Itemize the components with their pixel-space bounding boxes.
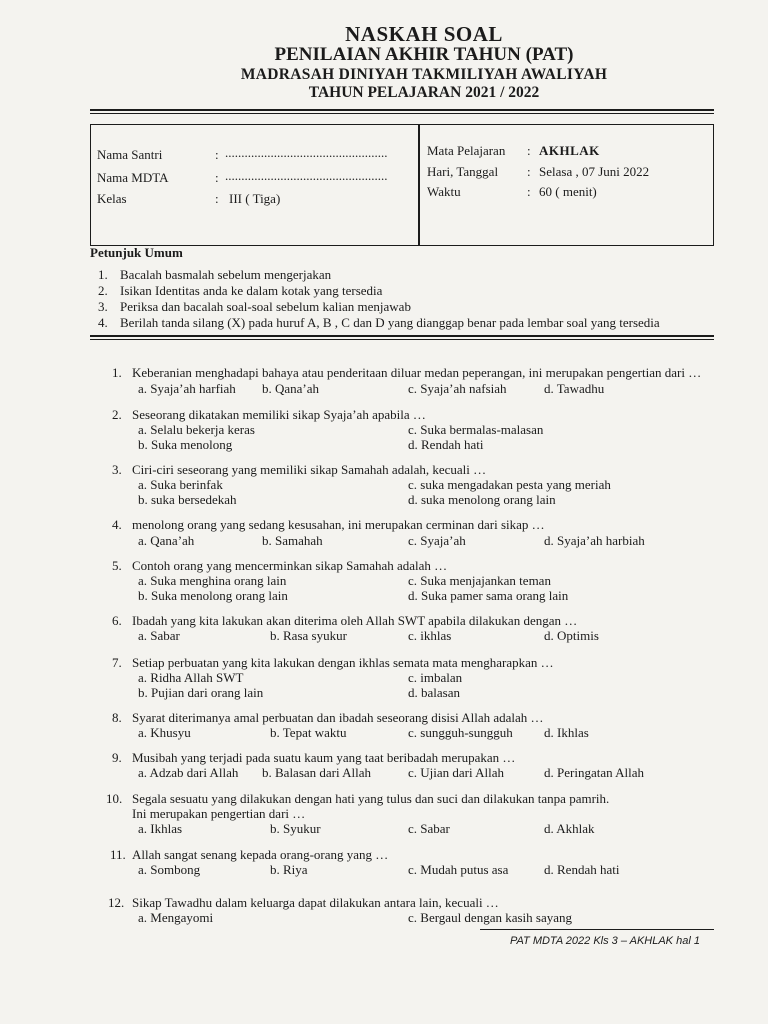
date-value: Selasa , 07 Juni 2022 [539, 164, 650, 179]
option-d[interactable]: d. Optimis [544, 628, 599, 643]
option-d[interactable]: d. suka menolong orang lain [408, 492, 556, 507]
question-number: 1. [112, 365, 122, 380]
colon: : [527, 164, 531, 179]
option-a[interactable]: a. Suka berinfak [138, 477, 223, 492]
student-name-label: Nama Santri [97, 147, 163, 162]
identity-divider [418, 125, 420, 245]
question-text: Contoh orang yang mencerminkan sikap Samahah adalah … [132, 558, 448, 573]
colon: : [215, 147, 219, 162]
instruction-number: 1. [98, 267, 108, 282]
option-c[interactable]: c. Suka menjajankan teman [408, 573, 551, 588]
option-a[interactable]: a. Sabar [138, 628, 180, 643]
question-number: 12. [108, 895, 125, 910]
colon: : [527, 184, 531, 199]
option-c[interactable]: c. imbalan [408, 670, 463, 685]
option-d[interactable]: d. Syaja’ah harbiah [544, 533, 645, 548]
option-a[interactable]: a. Qana’ah [138, 533, 195, 548]
question-text: Ini merupakan pengertian dari … [132, 806, 306, 821]
option-a[interactable]: a. Selalu bekerja keras [138, 422, 255, 437]
class-value: III ( Tiga) [229, 191, 281, 206]
page-footer: PAT MDTA 2022 Kls 3 – AKHLAK hal 1 [510, 935, 700, 947]
question-number: 8. [112, 710, 122, 725]
instruction-text: Isikan Identitas anda ke dalam kotak yang tersedia [120, 283, 383, 298]
option-b[interactable]: b. Qana’ah [262, 381, 320, 396]
page-title: NASKAH SOAL [345, 22, 503, 46]
option-a[interactable]: a. Syaja’ah harfiah [138, 381, 236, 396]
option-d[interactable]: d. Tawadhu [544, 381, 605, 396]
option-c[interactable]: c. Syaja’ah nafsiah [408, 381, 507, 396]
colon: : [215, 170, 219, 185]
colon: : [527, 143, 531, 158]
instruction-number: 4. [98, 315, 108, 330]
option-d[interactable]: d. Peringatan Allah [544, 765, 645, 780]
option-c[interactable]: c. Syaja’ah [408, 533, 466, 548]
option-a[interactable]: a. Ridha Allah SWT [138, 670, 244, 685]
instruction-text: Periksa dan bacalah soal-soal sebelum kalian menjawab [120, 299, 411, 314]
date-label: Hari, Tanggal [427, 164, 499, 179]
header-rule-bottom [90, 113, 714, 114]
option-b[interactable]: b. Tepat waktu [270, 725, 347, 740]
question-text: Setiap perbuatan yang kita lakukan dengan ikhlas semata mata mengharapkan … [132, 655, 554, 670]
option-a[interactable]: a. Khusyu [138, 725, 191, 740]
instructions-title: Petunjuk Umum [90, 245, 183, 260]
option-c[interactable]: c. ikhlas [408, 628, 452, 643]
question-text: Ciri-ciri seseorang yang memiliki sikap Samahah adalah, kecuali … [132, 462, 487, 477]
option-b[interactable]: b. Suka menolong [138, 437, 233, 452]
mdta-name-label: Nama MDTA [97, 170, 169, 185]
question-text: Seseorang dikatakan memiliki sikap Syaja’ah apabila … [132, 407, 426, 422]
question-text: Keberanian menghadapi bahaya atau penderitaan diluar medan peperangan, ini merupakan pengertian dari … [132, 365, 702, 380]
option-d[interactable]: d. Akhlak [544, 821, 595, 836]
instruction-number: 3. [98, 299, 108, 314]
question-text: Musibah yang terjadi pada suatu kaum yang taat beribadah merupakan … [132, 750, 516, 765]
option-c[interactable]: c. Sabar [408, 821, 450, 836]
subject-label: Mata Pelajaran [427, 143, 506, 158]
page-subtitle: PENILAIAN AKHIR TAHUN (PAT) [274, 44, 574, 65]
student-name-field[interactable]: .................................................. [225, 145, 388, 160]
subject-value: AKHLAK [539, 143, 600, 158]
time-label: Waktu [427, 184, 461, 199]
question-number: 10. [106, 791, 123, 806]
class-label: Kelas [97, 191, 127, 206]
question-number: 4. [112, 517, 122, 532]
question-number: 11. [110, 847, 126, 862]
question-text: Allah sangat senang kepada orang-orang yang … [132, 847, 389, 862]
question-text: Segala sesuatu yang dilakukan dengan hati yang tulus dan suci dan dilakukan tanpa pamrih. [132, 791, 610, 806]
option-c[interactable]: c. Bergaul dengan kasih sayang [408, 910, 573, 925]
option-a[interactable]: a. Ikhlas [138, 821, 183, 836]
footer-rule [480, 929, 714, 930]
question-text: Ibadah yang kita lakukan akan diterima oleh Allah SWT apabila dilakukan dengan … [132, 613, 578, 628]
instruction-text: Bacalah basmalah sebelum mengerjakan [120, 267, 332, 282]
academic-year: TAHUN PELAJARAN 2021 / 2022 [308, 84, 540, 101]
option-b[interactable]: b. suka bersedekah [138, 492, 237, 507]
option-b[interactable]: b. Riya [270, 862, 308, 877]
question-number: 2. [112, 407, 122, 422]
question-number: 9. [112, 750, 122, 765]
colon: : [215, 191, 219, 206]
instructions-rule-top [90, 335, 714, 337]
question-text: Syarat diterimanya amal perbuatan dan ibadah seseorang disisi Allah adalah … [132, 710, 544, 725]
header-rule-top [90, 109, 714, 111]
option-c[interactable]: c. suka mengadakan pesta yang meriah [408, 477, 611, 492]
option-b[interactable]: b. Syukur [270, 821, 321, 836]
option-a[interactable]: a. Mengayomi [138, 910, 214, 925]
question-number: 3. [112, 462, 122, 477]
time-value: 60 ( menit) [539, 184, 597, 199]
option-a[interactable]: a. Sombong [138, 862, 201, 877]
option-d[interactable]: d. Rendah hati [408, 437, 484, 452]
question-number: 6. [112, 613, 122, 628]
mdta-name-field[interactable]: .................................................. [225, 168, 388, 183]
identity-box [90, 124, 714, 246]
option-d[interactable]: d. Ikhlas [544, 725, 589, 740]
option-c[interactable]: c. Suka bermalas-malasan [408, 422, 544, 437]
option-a[interactable]: a. Suka menghina orang lain [138, 573, 287, 588]
question-text: menolong orang yang sedang kesusahan, ini merupakan cerminan dari sikap … [132, 517, 545, 532]
option-b[interactable]: b. Suka menolong orang lain [138, 588, 288, 603]
option-c[interactable]: c. Ujian dari Allah [408, 765, 505, 780]
option-b[interactable]: b. Balasan dari Allah [262, 765, 372, 780]
option-c[interactable]: c. Mudah putus asa [408, 862, 509, 877]
option-b[interactable]: b. Samahah [262, 533, 323, 548]
question-number: 7. [112, 655, 122, 670]
option-a[interactable]: a. Adzab dari Allah [138, 765, 239, 780]
option-d[interactable]: d. Suka pamer sama orang lain [408, 588, 569, 603]
institution-name: MADRASAH DINIYAH TAKMILIYAH AWALIYAH [240, 66, 608, 83]
option-b[interactable]: b. Rasa syukur [270, 628, 347, 643]
instructions-rule-bottom [90, 339, 714, 340]
option-c[interactable]: c. sungguh-sungguh [408, 725, 513, 740]
instruction-text: Berilah tanda silang (X) pada huruf A, B , C dan D yang dianggap benar pada lembar soal yang tersedia [120, 315, 660, 330]
instruction-number: 2. [98, 283, 108, 298]
option-d[interactable]: d. Rendah hati [544, 862, 620, 877]
question-text: Sikap Tawadhu dalam keluarga dapat dilakukan antara lain, kecuali … [132, 895, 499, 910]
question-number: 5. [112, 558, 122, 573]
option-d[interactable]: d. balasan [408, 685, 460, 700]
option-b[interactable]: b. Pujian dari orang lain [138, 685, 264, 700]
